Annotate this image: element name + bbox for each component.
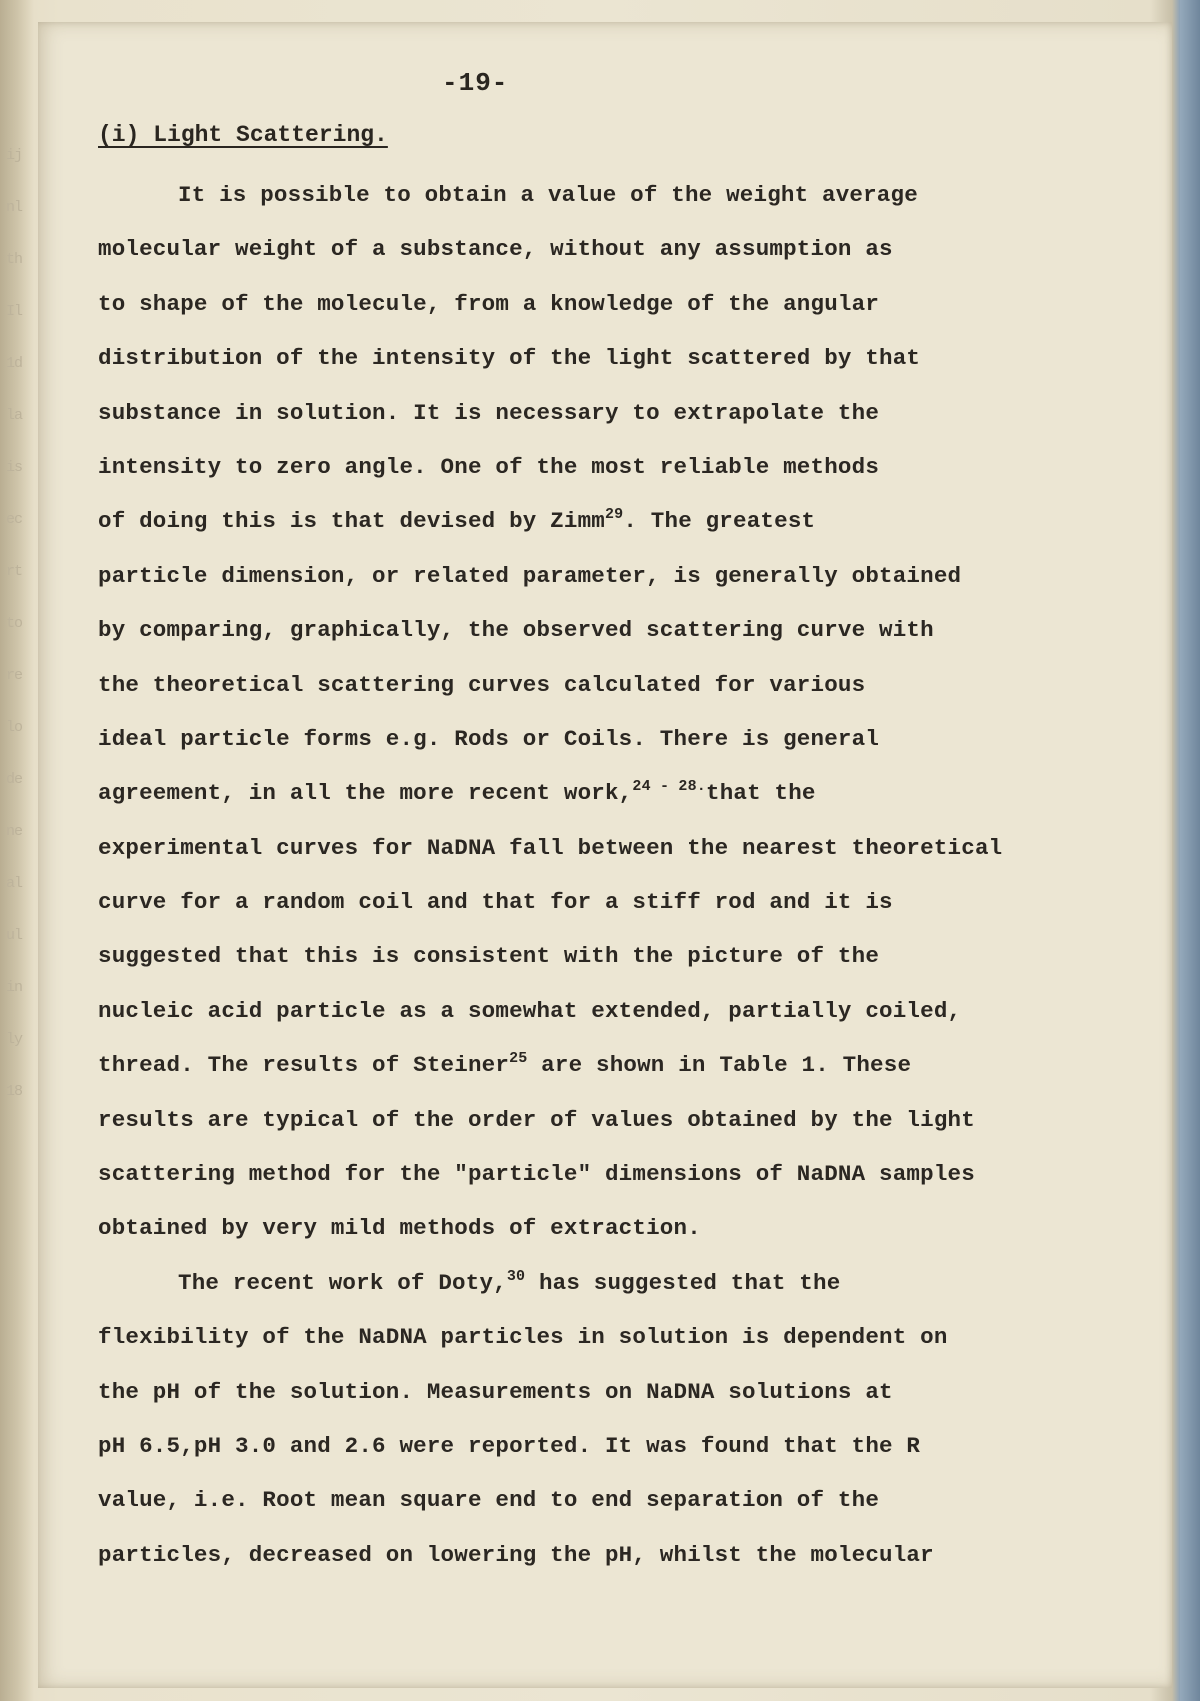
text-line: scattering method for the "particle" dimensions of NaDNA samples [98,1161,975,1188]
text-line: suggested that this is consistent with the picture of the [98,943,880,970]
text-line: ideal particle forms e.g. Rods or Coils. There is general [98,725,880,752]
page-number: -19- [442,68,509,98]
text-line: flexibility of the NaDNA particles in solution is dependent on [98,1324,948,1351]
text-line: pH 6.5,pH 3.0 and 2.6 were reported. It was found that the R [98,1432,921,1459]
text-line: value, i.e. Root mean square end to end separation of the [98,1487,880,1514]
text-line: to shape of the molecule, from a knowledge of the angular [98,290,880,317]
text-segment: that the [706,780,816,807]
reference-superscript: 24 - 28. [632,778,707,796]
reference-superscript: 29 [604,506,624,524]
reference-superscript: 30 [506,1267,526,1285]
show-through-text [500,40,514,65]
text-line: intensity to zero angle. One of the most reliable methods [98,453,880,480]
text-line: the theoretical scattering curves calculated for various [98,671,866,698]
text-line: by comparing, graphically, the observed scattering curve with [98,617,934,644]
adjacent-page-gutter: ij nl th Il 1d la is ec rt to re lo de ne al ul in ly 18 [6,147,23,1100]
paragraph-2 [98,1256,1158,1582]
text-line: particles, decreased on lowering the pH, whilst the molecular [98,1541,934,1568]
text-line: nucleic acid particle as a somewhat extended, partially coiled, [98,997,962,1024]
text-line: experimental curves for NaDNA fall between the nearest theoretical [98,834,1003,861]
text-line: substance in solution. It is necessary to extrapolate the [98,399,880,426]
text-line: It is possible to obtain a value of the weight average [178,182,918,208]
paragraph-1 [98,168,1158,1256]
text-segment: agreement, in all the more recent work, [98,780,633,807]
text-segment: are shown in Table 1. These [527,1052,912,1079]
text-segment: of doing this is that devised by Zimm [98,508,605,535]
text-segment: The recent work of Doty, [178,1269,507,1296]
reference-superscript: 25 [509,1050,528,1068]
text-line-zimm [98,494,1158,548]
text-line: the pH of the solution. Measurements on NaDNA solutions at [98,1378,893,1405]
text-line: curve for a random coil and that for a stiff rod and it is [98,889,893,916]
text-segment: has suggested that the [525,1269,841,1296]
text-line: distribution of the intensity of the light scattered by that [98,345,921,372]
text-line-steiner [98,1038,1158,1092]
body-text [98,168,1158,1582]
section-heading: (i) Light Scattering. [98,122,388,148]
text-line: results are typical of the order of values obtained by the light [98,1106,975,1133]
text-line-doty [98,1256,1158,1310]
text-line: molecular weight of a substance, without any assumption as [98,236,893,263]
text-segment: . The greatest [623,508,816,535]
text-line: obtained by very mild methods of extraction. [98,1215,701,1242]
text-line-recent-work [98,766,1158,820]
binding-edge [1180,0,1200,1701]
text-line: particle dimension, or related parameter, is generally obtained [98,562,962,589]
text-segment: thread. The results of Steiner [98,1052,510,1079]
